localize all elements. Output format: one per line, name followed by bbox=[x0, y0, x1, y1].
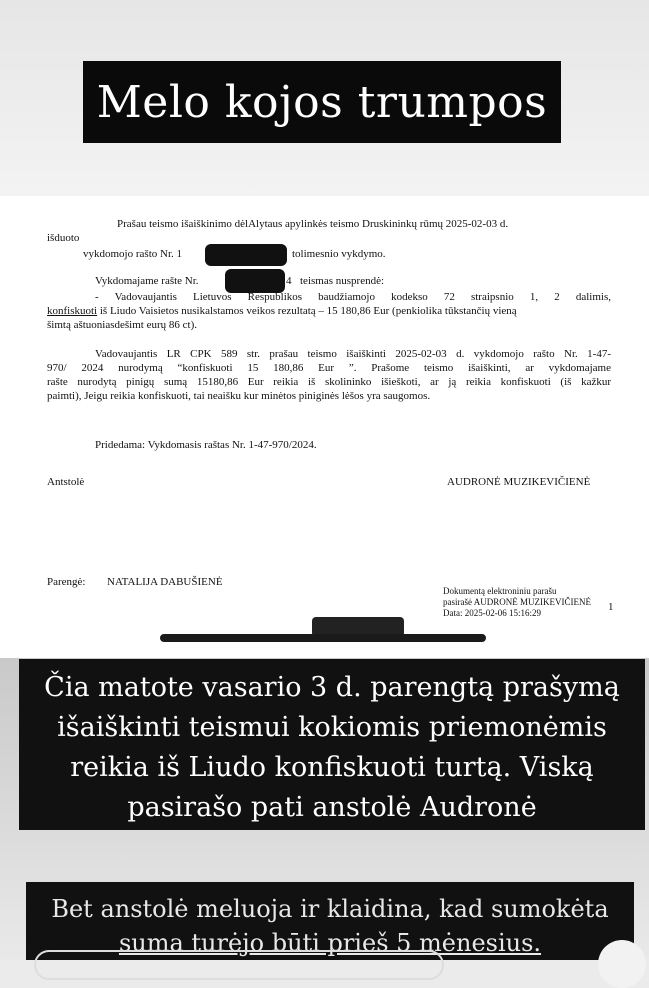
doc-attachment: Pridedama: Vykdomasis raštas Nr. 1-47-970/2024. bbox=[95, 439, 317, 451]
share-button[interactable] bbox=[598, 940, 646, 988]
story-caption-secondary bbox=[26, 882, 634, 960]
redaction-mark bbox=[205, 244, 287, 266]
doc-line: Vykdomajame rašte Nr. bbox=[95, 275, 199, 287]
story-title: Melo kojos trumpos bbox=[83, 61, 561, 143]
page-number: 1 bbox=[608, 601, 614, 613]
doc-line-rest: iš Liudo Vaisietos nusikalstamos veikos rezultatą – 15 180,86 Eur (penkiolika tūkstančių vieną bbox=[97, 305, 517, 317]
doc-line: šimtą aštuoniasdešimt eurų 86 ct). bbox=[47, 319, 197, 331]
caption-line: pasirašo pati anstolė Audronė bbox=[127, 792, 537, 823]
doc-line: Prašau teismo išaiškinimo dėlAlytaus apylinkės teismo Druskininkų rūmų 2025-02-03 d. bbox=[117, 218, 509, 230]
bailiff-name: AUDRONĖ MUZIKEVIČIENĖ bbox=[447, 476, 591, 488]
underlined-word: konfiskuoti bbox=[47, 305, 98, 317]
doc-line: - Vadovaujantis Lietuvos Respublikos baudžiamojo kodekso 72 straipsnio 1, 2 dalimis, bbox=[95, 291, 611, 303]
bailiff-label: Antstolė bbox=[47, 476, 85, 488]
doc-line: išduoto bbox=[47, 232, 80, 244]
prepared-label: Parengė: bbox=[47, 576, 86, 588]
doc-line: Vadovaujantis LR CPK 589 str. prašau teismo išaiškinti 2025-02-03 d. vykdomojo rašto Nr. 1-47- bbox=[95, 348, 611, 360]
doc-line: paimti), Jeigu reikia konfiskuoti, tai neaišku kur minėtos piniginės lėšos yra saugomos. bbox=[47, 390, 431, 402]
doc-line: teismas nusprendė: bbox=[300, 275, 385, 287]
doc-line bbox=[47, 305, 611, 318]
doc-line: 4 bbox=[286, 275, 292, 287]
caption-line: reikia iš Liudo konfiskuoti turtą. Viską bbox=[70, 752, 594, 783]
doc-line: rašte nurodytą pinigų sumą 15180,86 Eur reikia iš skolininko išieškoti, ar ją reikia konfiskuoti (iš kažkur bbox=[47, 376, 611, 388]
caption-line: Bet anstolė meluoja ir klaidina, kad sumokėta bbox=[51, 895, 609, 923]
reply-input[interactable] bbox=[34, 950, 444, 980]
doc-line: tolimesnio vykdymo. bbox=[292, 248, 386, 260]
caption-line: išaiškinti teismui kokiomis priemonėmis bbox=[57, 712, 607, 743]
prepared-name: NATALIJA DABUŠIENĖ bbox=[107, 576, 223, 588]
document-screenshot bbox=[0, 196, 649, 658]
doc-line: vykdomojo rašto Nr. 1 bbox=[83, 248, 182, 260]
story-caption bbox=[19, 659, 645, 830]
caption-line: Čia matote vasario 3 d. parengtą prašymą bbox=[44, 672, 620, 703]
home-indicator-bar bbox=[160, 634, 486, 642]
electronic-signature bbox=[443, 586, 591, 619]
caption-line: suma turėjo būti prieš 5 mėnesius. bbox=[118, 929, 542, 957]
signature-line: Dokumentą elektroniniu parašu bbox=[443, 586, 557, 596]
signature-line: Data: 2025-02-06 15:16:29 bbox=[443, 608, 541, 618]
redaction-mark bbox=[225, 269, 285, 293]
signature-line: pasirašė AUDRONĖ MUZIKEVIČIENĖ bbox=[443, 597, 591, 607]
doc-line: 970/ 2024 nurodymą “konfiskuoti 15 180,86 Eur ”. Prašome teismo išaiškinti, ar vykdomajame bbox=[47, 362, 611, 374]
